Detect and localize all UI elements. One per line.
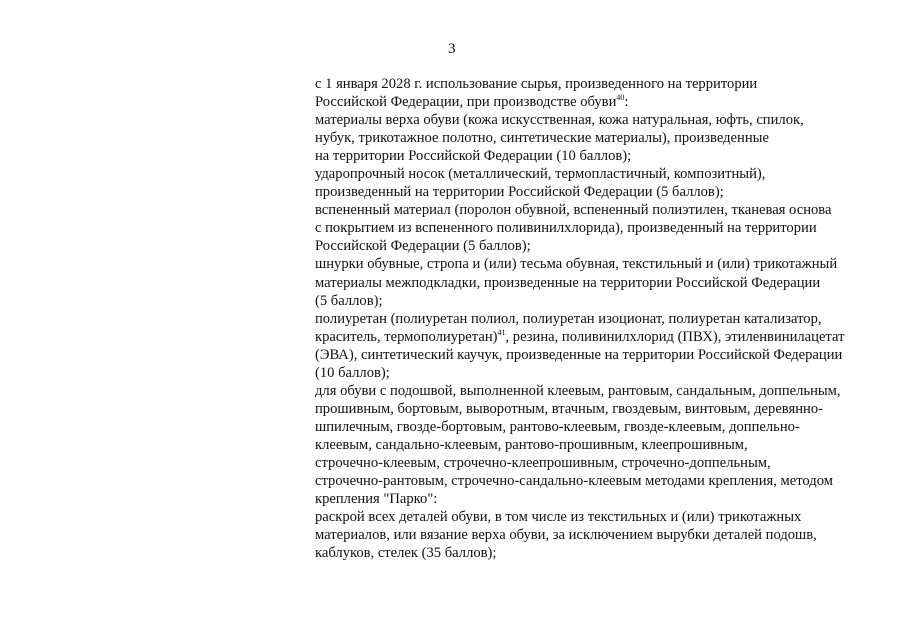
- line-text: произведенный на территории Российской Федерации (5 баллов);: [315, 184, 724, 201]
- text-line: [315, 93, 895, 111]
- line-text: материалы межподкладки, произведенные на территории Российской Федерации: [315, 274, 821, 291]
- line-text: раскрой всех деталей обуви, в том числе из текстильных и (или) трикотажных: [315, 509, 802, 526]
- text-line: [315, 328, 895, 346]
- line-text: краситель, термополиуретан): [315, 328, 498, 345]
- line-text: нубук, трикотажное полотно, синтетические материалы), произведенные: [315, 130, 769, 147]
- text-line: [315, 165, 895, 183]
- line-text: шпилечным, гвозде-бортовым, рантово-клеевым, гвозде-клеевым, доппельно-: [315, 418, 800, 435]
- line-text: Российской Федерации, при производстве обуви: [315, 94, 617, 111]
- text-line: [315, 75, 895, 93]
- text-line: [315, 436, 895, 454]
- line-text: строчечно-клеевым, строчечно-клеепрошивным, строчечно-доппельным,: [315, 454, 771, 471]
- text-line: [315, 147, 895, 165]
- text-line: [315, 274, 895, 292]
- line-text: шнурки обувные, стропа и (или) тесьма обувная, текстильный и (или) трикотажный: [315, 256, 838, 273]
- line-text: полиуретан (полиуретан полиол, полиуретан изоционат, полиуретан катализатор,: [315, 310, 822, 327]
- text-line: [315, 129, 895, 147]
- text-line: [315, 310, 895, 328]
- text-line: [315, 346, 895, 364]
- text-line: [315, 364, 895, 382]
- line-text: с покрытием из вспененного поливинилхлорида), произведенный на территории: [315, 220, 817, 237]
- line-text: материалы верха обуви (кожа искусственная, кожа натуральная, юфть, спилок,: [315, 112, 804, 129]
- line-text: клеевым, сандально-клеевым, рантово-прошивным, клеепрошивным,: [315, 436, 748, 453]
- text-line: [315, 508, 895, 526]
- text-line: [315, 418, 895, 436]
- line-text: строчечно-рантовым, строчечно-сандально-клеевым методами крепления, методом: [315, 473, 833, 490]
- line-text: с 1 января 2028 г. использование сырья, произведенного на территории: [315, 76, 758, 92]
- text-line: [315, 111, 895, 129]
- line-text: (10 баллов);: [315, 364, 390, 381]
- page-number: 3: [448, 41, 456, 57]
- line-text: для обуви с подошвой, выполненной клеевым, рантовым, сандальным, доппельным,: [315, 382, 841, 399]
- line-text-continuation: :: [624, 94, 629, 111]
- text-line: [315, 219, 895, 237]
- text-line: [315, 400, 895, 418]
- footnote-marker[interactable]: 40: [616, 93, 625, 103]
- line-text: материалов, или вязание верха обуви, за исключением вырубки деталей подошв,: [315, 527, 817, 544]
- text-line: [315, 183, 895, 201]
- text-line: [315, 454, 895, 472]
- line-text-continuation: , резина, поливинилхлорид (ПВХ), этиленвинилацетат: [505, 328, 845, 345]
- line-text: вспененный материал (поролон обувной, вспененный полиэтилен, тканевая основа: [315, 202, 832, 219]
- line-text: прошивным, бортовым, выворотным, втачным, гвоздевым, винтовым, деревянно-: [315, 400, 823, 417]
- text-line: [315, 292, 895, 310]
- line-text: на территории Российской Федерации (10 баллов);: [315, 148, 632, 165]
- footnote-marker[interactable]: 41: [497, 327, 506, 337]
- line-text: каблуков, стелек (35 баллов);: [315, 545, 497, 562]
- text-line: [315, 237, 895, 255]
- line-text: (5 баллов);: [315, 292, 383, 309]
- text-line: [315, 382, 895, 400]
- text-line: [315, 490, 895, 508]
- line-text: (ЭВА), синтетический каучук, произведенные на территории Российской Федерации: [315, 346, 843, 363]
- text-line: [315, 472, 895, 490]
- text-line: [315, 526, 895, 544]
- line-text: ударопрочный носок (металлический, термопластичный, композитный),: [315, 166, 766, 183]
- document-body: [315, 75, 895, 562]
- text-line: [315, 201, 895, 219]
- line-text: Российской Федерации (5 баллов);: [315, 238, 531, 255]
- text-line: [315, 544, 895, 562]
- text-line: [315, 255, 895, 273]
- line-text: крепления "Парко":: [315, 491, 438, 508]
